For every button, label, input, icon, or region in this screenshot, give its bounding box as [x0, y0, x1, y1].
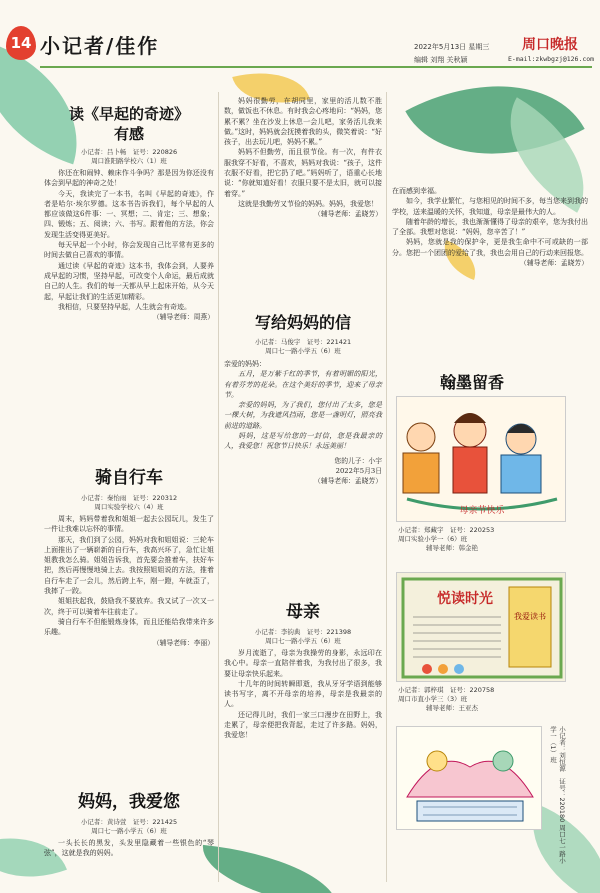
poster-title: 悦读时光: [437, 591, 493, 607]
artwork-byline-text: 小记者：郭梓琪 证号：220758: [398, 686, 495, 694]
paragraph: 妈妈，您就是我的保护伞，更是我生命中不可或缺的一部分。您把一个团团的爱给了我，我也会用自己的行动来回报您。: [392, 238, 588, 257]
article-riding-bike: [44, 466, 214, 648]
article-school: 周口淮阳路学校六（1）班: [91, 157, 167, 165]
paragraph: 每天早起一个小时，你会发现自己比平常有更多的时间去做自己喜欢的事情。: [44, 241, 214, 260]
artwork-byline: [398, 686, 578, 713]
paragraph: 妈妈，这是写给您的一封信，您是我最亲的人，我爱您！祝您节日快乐！永远美丽！: [224, 432, 382, 451]
paragraph: 通过读《早起的奇迹》这本书，我体会到，人要养成早起的习惯，坚持早起，可改变个人命运，最后成就自己的人生。我们的每一天都从早上起床开始，从今天起，早起让我们的生活更加精彩。: [44, 261, 214, 301]
contact-email: E-mail:zkwbgzj@126.com: [508, 55, 595, 63]
artwork-teacher: 辅导老师：韩金艳: [426, 544, 478, 552]
paragraph: 那天，我们到了公园，妈妈对我和姐姐说：三轮车上面推出了一辆崭新的自行车，我高兴坏了，急忙让姐姐教我怎么骑。姐姐告诉我，首先要会推着车，扶好车把，然后再慢慢地骑上去。我按照姐姐说的方法，推着自行车走了一会儿，然后跨上车，刚一蹬，车就歪了，我摔了一跤。: [44, 535, 214, 596]
page-header: [0, 0, 600, 70]
article-byline: 小记者：黄诗萱 证号：221425: [80, 818, 178, 826]
article-byline: 小记者：李钧典 证号：221398: [254, 628, 352, 636]
paragraph: 妈妈很勤劳，在胡同里，家里的活儿数不胜数，做饭也不休息。有时我会心疼地问：“妈妈，您累不累？坐在沙发上休息一会儿吧，家务活儿我来做。”这时，妈妈就会抚摸着我的头，微笑着说：“好孩子，出去玩儿吧，妈妈不累。”: [224, 97, 382, 147]
article-title: 妈妈，我爱您: [78, 792, 180, 812]
letter-salutation: 亲爱的妈妈：: [224, 360, 266, 368]
article-reading-reflection: [44, 104, 214, 322]
article-byline: 小记者：吕卜畅 证号：220826: [80, 148, 178, 156]
artwork-teacher: 辅导老师：王亚杰: [426, 704, 478, 712]
article-school: 周口七一路小学五（6）班: [265, 637, 341, 645]
section-title: 小记者/佳作: [40, 34, 160, 58]
artwork-school: 周口实验小学一（6）班: [398, 535, 468, 543]
article-mom-i-love-you: [44, 790, 214, 859]
paragraph: 十几年的时间转瞬即逝，我从牙牙学语到能够读书写字，离不开母亲的培养，母亲是我最亲的人。: [224, 679, 382, 709]
paragraph: 骑自行车不但能锻炼身体，而且还能给我带来许多乐趣。: [44, 617, 214, 637]
article-mother: [224, 600, 382, 741]
student-drawing: [396, 396, 566, 522]
artwork-vertical-byline: 小记者：刘恒源 证号：220180 周口七一路小学一（1）班: [549, 726, 566, 864]
paragraph: 今天，我读完了一本书，名叫《早起的奇迹》，作者是哈尔·埃尔罗德。这本书告诉我们，每个早起的人都应该做这6件事：一、冥想；二、肯定；三、想象；四、锻炼；五、阅读；六、书写。跟着他的方法，你会发现生活变得更美好。: [44, 189, 214, 239]
paragraph: 还记得儿时，我们一家三口漫步在田野上，我走累了，母亲便把我背起，走过了许多路。妈妈，我爱您！: [224, 710, 382, 740]
letter-date: 2022年5月3日: [335, 466, 382, 475]
artwork-school: 周口市直小学三（3）班: [398, 695, 468, 703]
teacher-credit: （辅导老师：孟晓芳）: [314, 210, 382, 219]
teacher-credit: （辅导老师：周燕）: [152, 313, 214, 322]
gallery-title: 翰墨留香: [440, 373, 505, 392]
paragraph: 周末，妈妈带着我和姐姐一起去公园玩儿，发生了一件让我难以忘怀的事情。: [44, 515, 214, 534]
article-school: 周口实验学校六（4）班: [94, 503, 164, 511]
leaf-decoration: [198, 845, 342, 893]
article-letter-to-mom: [224, 312, 382, 487]
editor-credit: 编辑 刘翔 关秋颖: [414, 56, 468, 64]
letter-signature: 您的儿子：小宇: [334, 456, 382, 465]
poster-illustration: [397, 573, 566, 682]
article-title: 写给妈妈的信: [254, 313, 351, 332]
paragraph: 这就是我勤劳又节俭的妈妈。妈妈，我爱您！: [238, 199, 378, 208]
paragraph: 五月，是万紫千红的季节，有着明媚的阳光，有着芬芳的花朵。在这个美好的季节，迎来了母亲节。: [224, 370, 382, 399]
paragraph: 妈妈不但勤劳，而且很节俭。有一次，有件衣服我穿不好看，不喜欢，妈妈对我说：“孩子，这件衣服不好看，把它扔了吧。”妈妈听了，语重心长地说：“你就知道好看！衣服只要不是太旧，就可以接着穿。”: [224, 148, 382, 198]
student-card: [396, 726, 542, 830]
article-title: 骑自行车: [95, 468, 163, 488]
card-illustration: [397, 727, 542, 830]
paragraph: 如今，我学业繁忙，与您相见的时间不多，每当您来到我的学校，送来温暖的关怀，我知道，母亲是最伟大的人。: [392, 197, 588, 216]
article-school: 周口七一路小学五（6）班: [265, 347, 341, 355]
paragraph: 你还在和闹钟、赖床作斗争吗？那是因为你还没有体会到早起的神奇之处！: [44, 169, 214, 188]
article-school: 周口七一路小学五（6）班: [91, 827, 167, 835]
issue-date: 2022年5月13日 星期三: [414, 43, 490, 51]
artwork-byline-text: 小记者：郑藏宇 证号：220253: [398, 526, 495, 534]
article-byline: 小记者：马俊宇 证号：221421: [254, 338, 352, 346]
student-poster: [396, 572, 566, 682]
paragraph: 姐姐扶起我，鼓励我不要放弃。我又试了一次又一次，终于可以骑着车往前走了。: [44, 597, 214, 616]
paragraph: 我相信，只要坚持早起，人生就会有奇迹。: [58, 302, 191, 311]
article-title: 母亲: [286, 602, 320, 622]
article-byline: 小记者：秦怡雨 证号：220312: [80, 494, 178, 502]
teacher-credit: （辅导老师：李丽）: [152, 638, 214, 647]
drawing-caption: 母亲节快乐: [459, 506, 505, 516]
article-title: 有感: [113, 125, 144, 143]
header-rule: [40, 66, 592, 68]
article-mother-continued: [392, 186, 588, 268]
teacher-credit: （辅导老师：孟晓芳）: [520, 259, 588, 268]
poster-subtitle: 我爱读书: [514, 612, 546, 621]
newspaper-logo: 周口晚报: [522, 37, 578, 53]
artwork-byline: [398, 526, 578, 553]
page-number-badge: 14: [6, 26, 36, 60]
article-title: 读《早起的奇迹》: [68, 105, 189, 123]
teacher-credit: （辅导老师：孟晓芳）: [314, 477, 382, 486]
article-mom-continued: [224, 96, 382, 220]
column-divider: [386, 92, 387, 882]
paragraph: 亲爱的妈妈，为了我们，您付出了太多，您是一棵大树，为我遮风挡雨，您是一盏明灯，照亮我前进的道路。: [224, 401, 382, 430]
column-divider: [218, 92, 219, 882]
paragraph: 随着年龄的增长，我也渐渐懂得了母亲的艰辛，您为我付出了全部。我想对您说：“妈妈，您辛苦了！”: [392, 217, 588, 237]
paragraph: 一头长长的黑发，头发里隐藏着一些银色的“琴弦”，这就是我的妈妈。: [44, 839, 214, 858]
drawing-illustration: [397, 397, 566, 522]
paragraph: 在而感到幸福。: [392, 187, 441, 195]
paragraph: 岁月流逝了，母亲为我操劳的身影，永远印在我心中。母亲一直陪伴着我，为我付出了很多，我要让母亲快乐起来。: [224, 649, 382, 678]
